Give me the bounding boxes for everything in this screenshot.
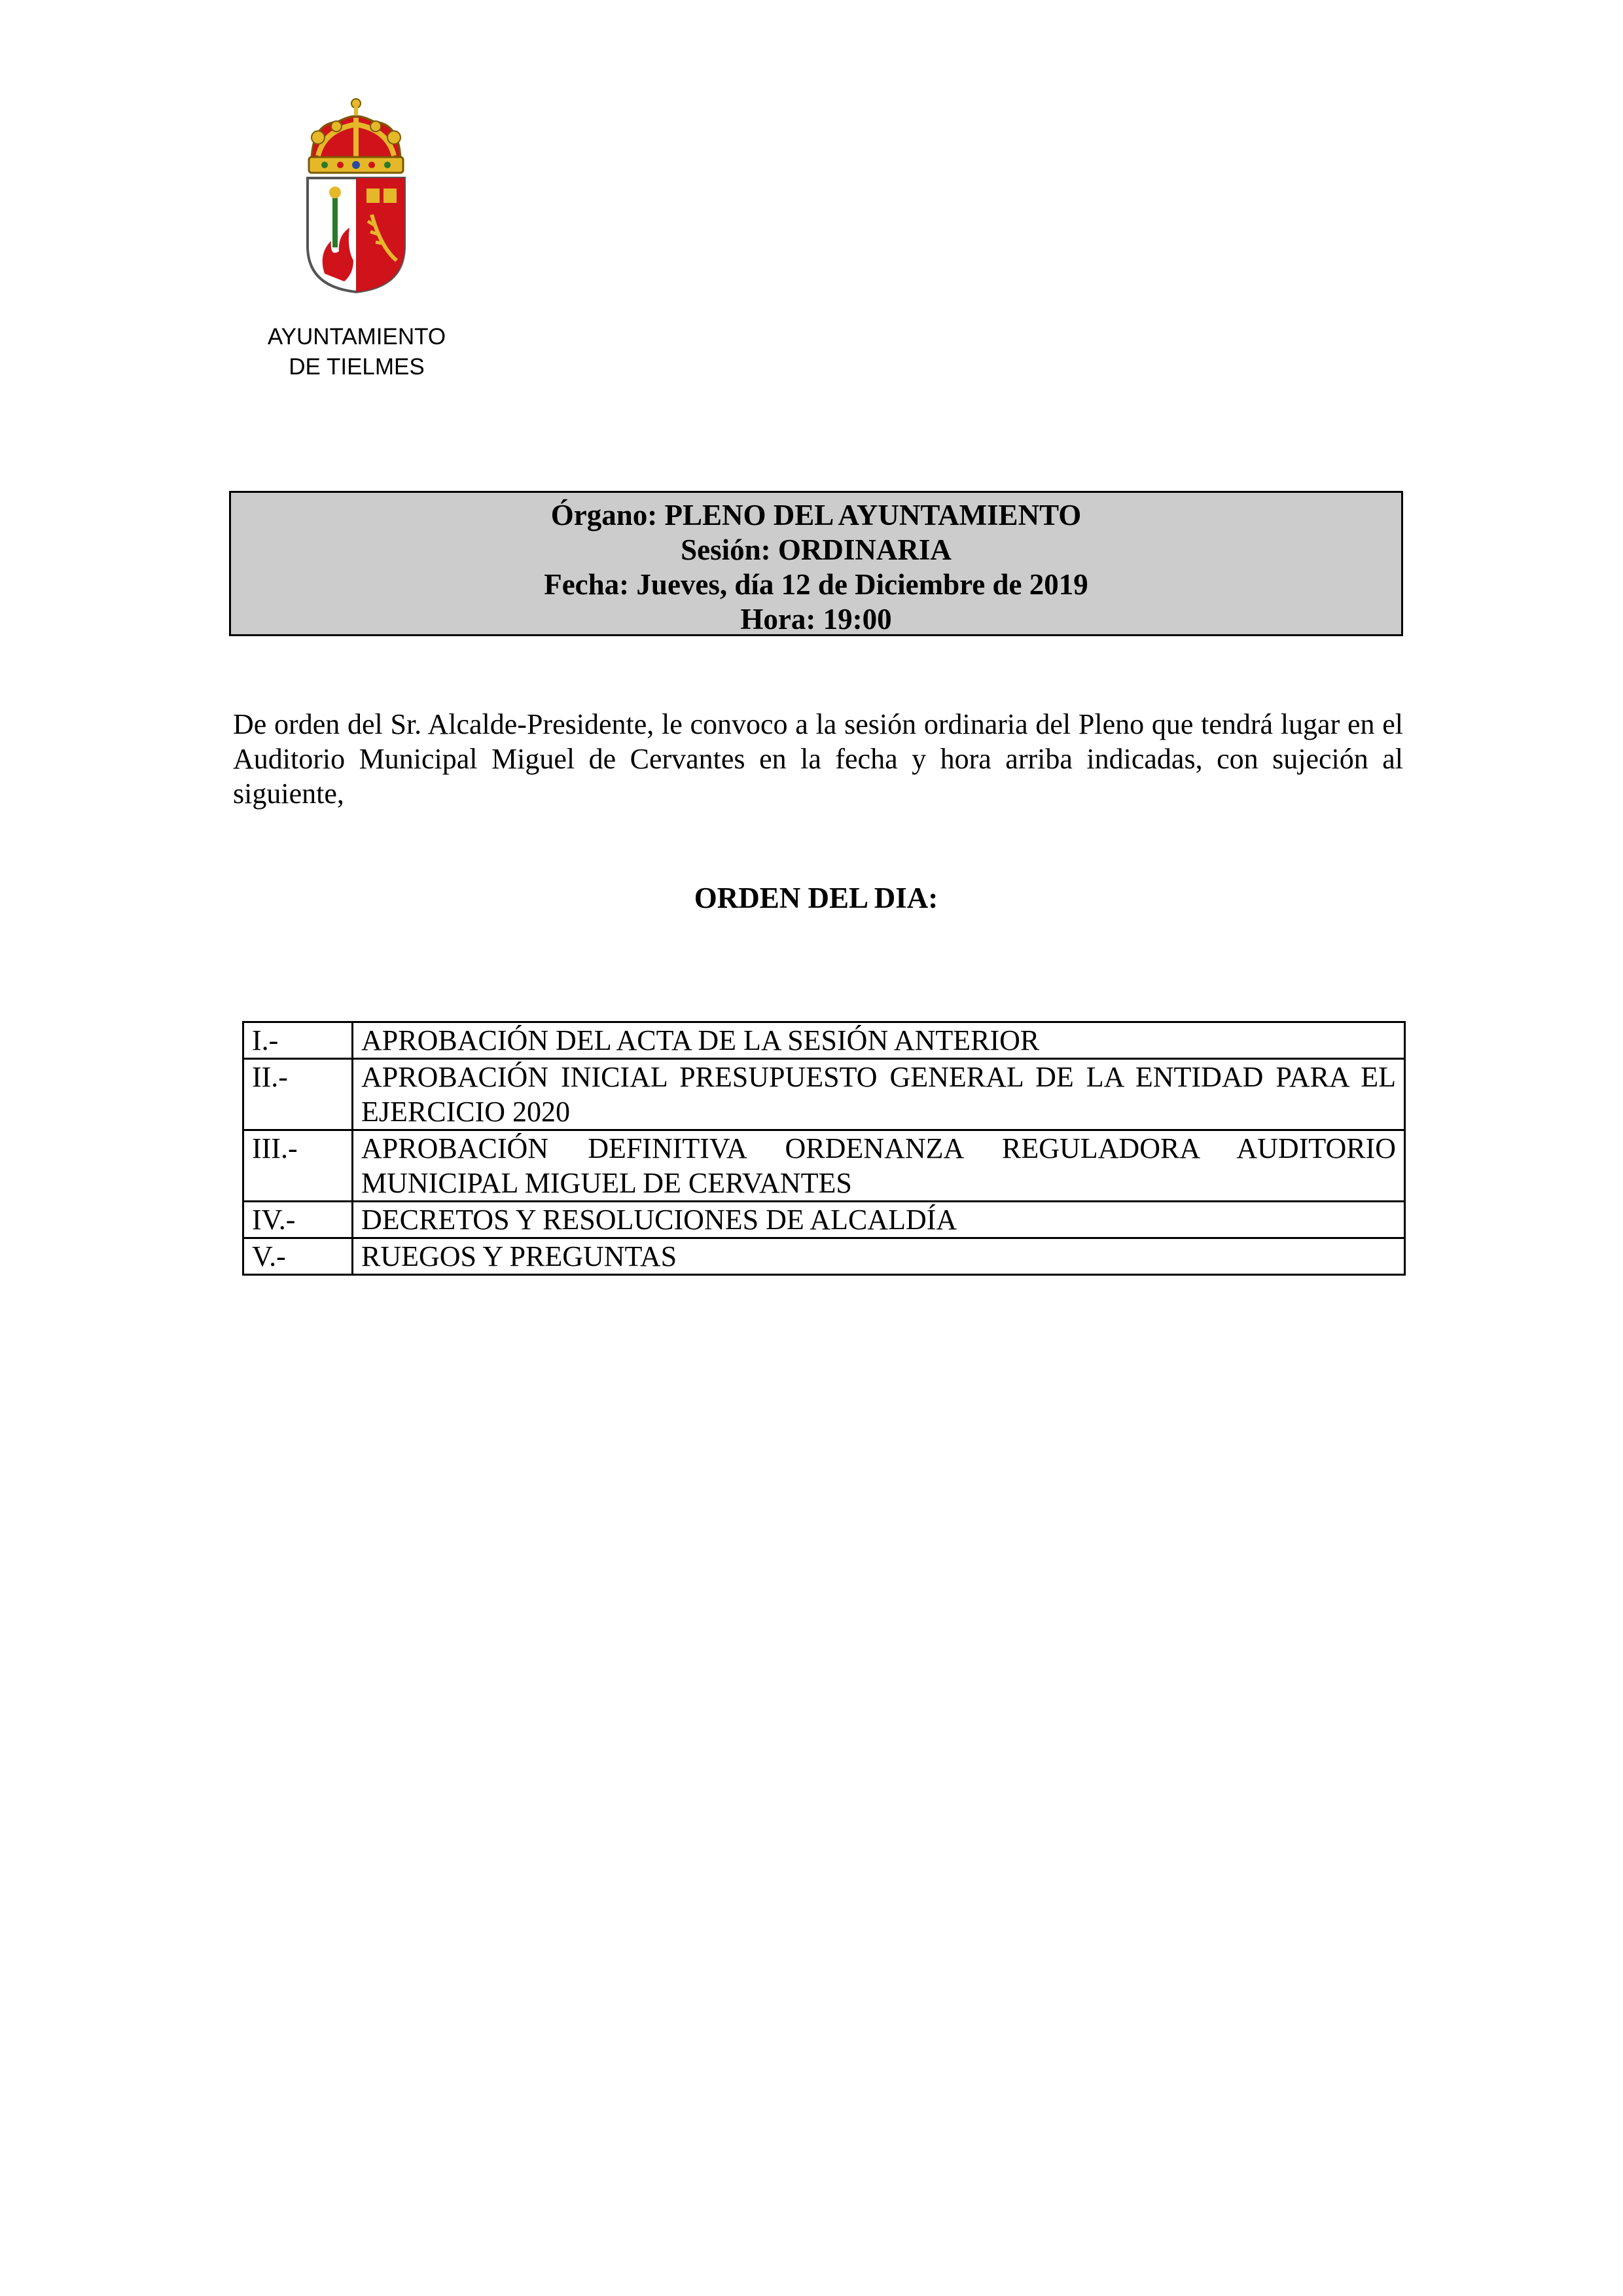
agenda-item-text: DECRETOS Y RESOLUCIONES DE ALCALDÍA (353, 1202, 1405, 1238)
agenda-item-number: V.- (243, 1238, 353, 1275)
crown-icon (309, 99, 403, 173)
table-row (243, 1022, 1405, 1059)
convocation-paragraph: De orden del Sr. Alcalde-Presidente, le convoco a la sesión ordinaria del Pleno que tendrá lugar en el Auditorio Municipal Miguel de Cervantes en la fecha y hora arriba indicadas, con sujeción al siguiente, (233, 708, 1403, 810)
municipality-name (223, 322, 491, 382)
session-time: Hora: 19:00 (740, 603, 892, 636)
table-row (243, 1059, 1405, 1130)
agenda-item-number: III.- (243, 1130, 353, 1202)
agenda-item-text: RUEGOS Y PREGUNTAS (353, 1238, 1405, 1275)
session-info-box (229, 491, 1403, 636)
coat-of-arms-logo (298, 97, 414, 293)
table-row (243, 1130, 1405, 1202)
agenda-item-number: IV.- (243, 1202, 353, 1238)
agenda-item-text: APROBACIÓN DEL ACTA DE LA SESIÓN ANTERIOR (353, 1022, 1405, 1059)
agenda-item-text: APROBACIÓN INICIAL PRESUPUESTO GENERAL DE LA ENTIDAD PARA EL EJERCICIO 2020 (353, 1059, 1405, 1130)
agenda-item-text: APROBACIÓN DEFINITIVA ORDENANZA REGULADORA AUDITORIO MUNICIPAL MIGUEL DE CERVANTES (353, 1130, 1405, 1202)
session-date: Fecha: Jueves, día 12 de Diciembre de 2019 (544, 568, 1088, 601)
agenda-table (242, 1021, 1406, 1276)
session-type: Sesión: ORDINARIA (681, 533, 952, 566)
table-row (243, 1238, 1405, 1275)
session-organ: Órgano: PLENO DEL AYUNTAMIENTO (550, 499, 1082, 531)
org-name-line1: AYUNTAMIENTO (267, 324, 446, 350)
agenda-item-number: II.- (243, 1059, 353, 1130)
org-name-line2: DE TIELMES (289, 354, 425, 380)
shield-icon (308, 178, 404, 292)
agenda-item-number: I.- (243, 1022, 353, 1059)
table-row (243, 1202, 1405, 1238)
agenda-title: ORDEN DEL DIA: (694, 882, 938, 914)
